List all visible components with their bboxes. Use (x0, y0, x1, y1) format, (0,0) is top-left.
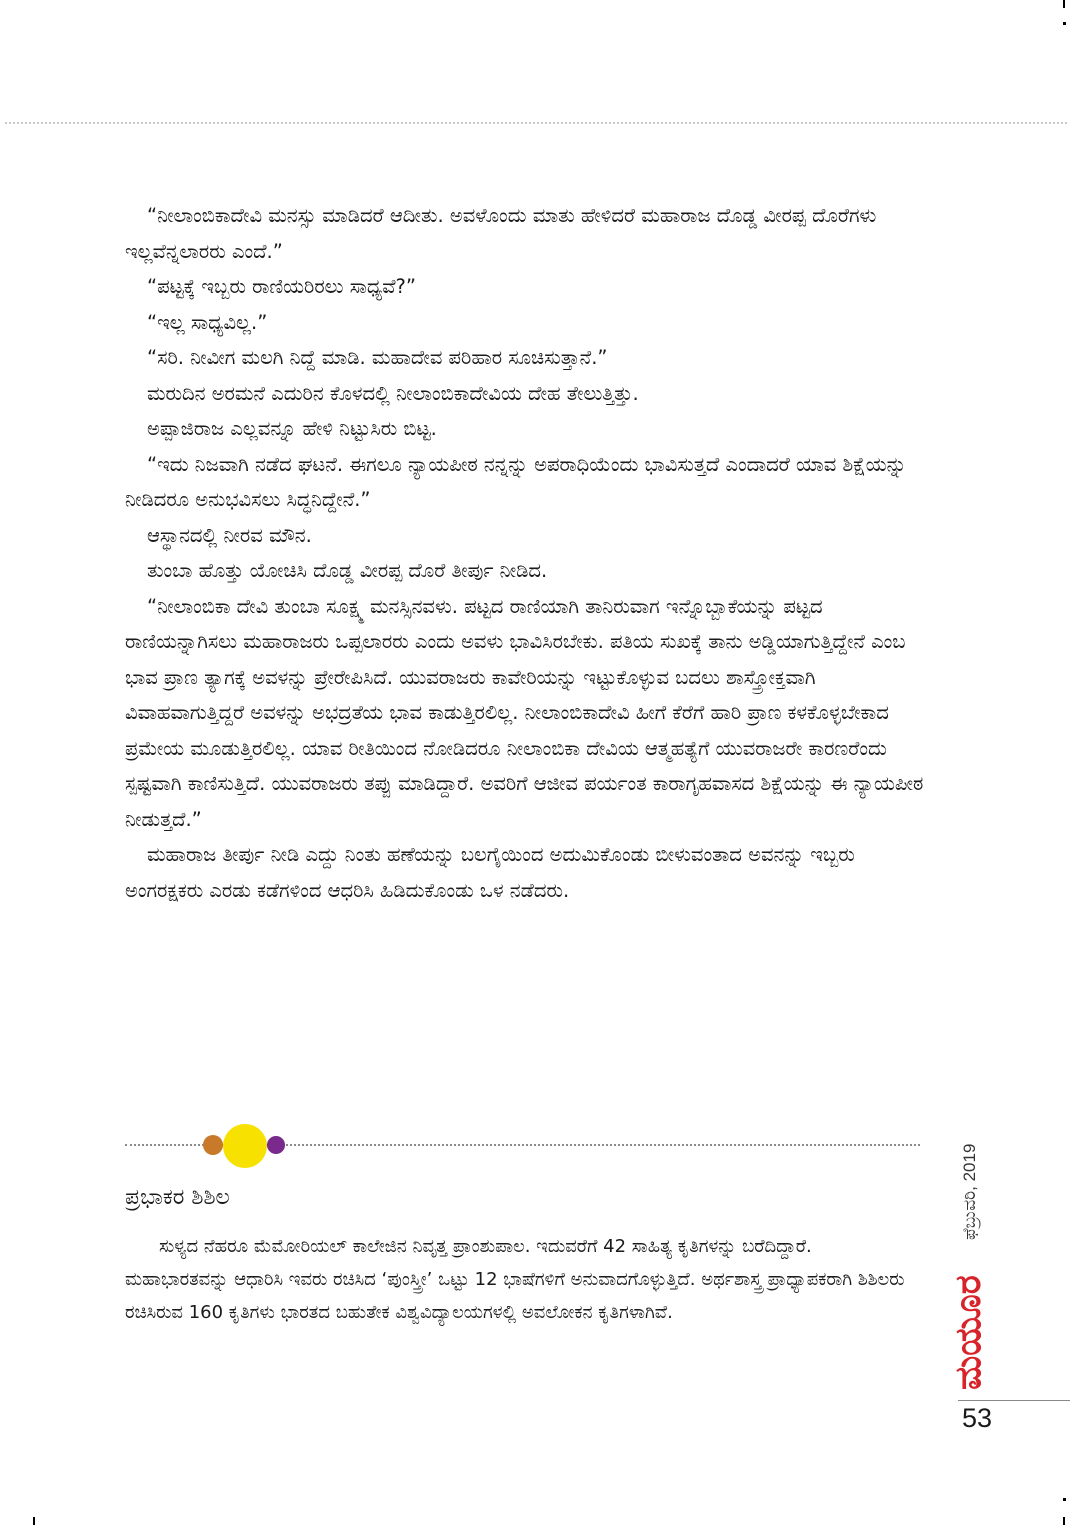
crop-mark (1063, 1517, 1065, 1525)
story-body (125, 198, 925, 908)
author-divider (125, 1128, 920, 1162)
purple-dot-icon (267, 1136, 285, 1154)
story-paragraph: ಮಹಾರಾಜ ತೀರ್ಪು ನೀಡಿ ಎದ್ದು ನಿಂತು ಹಣೆಯನ್ನು ಬಲಗೈಯಿಂದ ಅದುಮಿಕೊಂಡು ಬೀಳುವಂತಾದ ಅವನನ್ನು ಇಬ್ಬರು ಅಂಗರಕ್ಷಕರು ಎರಡು ಕಡೆಗಳಿಂದ ಆಧರಿಸಿ ಹಿಡಿದುಕೊಂಡು ಒಳ ನಡೆದರು. (125, 843, 855, 902)
story-paragraph: “ಇಲ್ಲ ಸಾಧ್ಯವಿಲ್ಲ.” (147, 310, 268, 334)
page-number: 53 (962, 1403, 993, 1433)
story-paragraph: ತುಂಬಾ ಹೊತ್ತು ಯೋಚಿಸಿ ದೊಡ್ಡ ವೀರಪ್ಪ ದೊರೆ ತೀರ್ಪು ನೀಡಿದ. (147, 559, 548, 582)
crop-mark (1063, 1498, 1066, 1501)
magazine-logo: ಮಯೂರ (948, 1275, 989, 1390)
story-paragraph: “ನೀಲಾಂಬಿಕಾ ದೇವಿ ತುಂಬಾ ಸೂಕ್ಷ್ಮ ಮನಸ್ಸಿನವಳು. ಪಟ್ಟದ ರಾಣಿಯಾಗಿ ತಾನಿರುವಾಗ ಇನ್ನೊಬ್ಬಾಕೆಯನ್ನು ಪಟ್ಟದ ರಾಣಿಯನ್ನಾಗಿಸಲು ಮಹಾರಾಜರು ಒಪ್ಪಲಾರರು ಎಂದು ಅವಳು ಭಾವಿಸಿರಬೇಕು. ಪತಿಯ ಸುಖಕ್ಕೆ ತಾನು ಅಡ್ಡಿಯಾಗುತ್ತಿದ್ದೇನೆ ಎಂಬ ಭಾವ ಪ್ರಾಣ ತ್ಯಾಗಕ್ಕೆ ಅವಳನ್ನು ಪ್ರೇರೇಪಿಸಿದೆ. ಯುವರಾಜರು ಕಾವೇರಿಯನ್ನು ಇಟ್ಟುಕೊಳ್ಳುವ ಬದಲು ಶಾಸ್ತ್ರೋಕ್ತವಾಗಿ ವಿವಾಹವಾಗುತ್ತಿದ್ದರೆ ಅವಳನ್ನು ಅಭದ್ರತೆಯ ಭಾವ ಕಾಡುತ್ತಿರಲಿಲ್ಲ. ನೀಲಾಂಬಿಕಾದೇವಿ ಹೀಗೆ ಕೆರೆಗೆ ಹಾರಿ ಪ್ರಾಣ ಕಳಕೊಳ್ಳಬೇಕಾದ ಪ್ರಮೇಯ ಮೂಡುತ್ತಿರಲಿಲ್ಲ. ಯಾವ ರೀತಿಯಿಂದ ನೋಡಿದರೂ ನೀಲಾಂಬಿಕಾ ದೇವಿಯ ಆತ್ಮಹತ್ಯೆಗೆ ಯುವರಾಜರೇ ಕಾರಣರೆಂದು ಸ್ಪಷ್ಟವಾಗಿ ಕಾಣಿಸುತ್ತಿದೆ. ಯುವರಾಜರು ತಪ್ಪು ಮಾಡಿದ್ದಾರೆ. ಅವರಿಗೆ ಆಜೀವ ಪರ್ಯಂತ ಕಾರಾಗೃಹವಾಸದ ಶಿಕ್ಷೆಯನ್ನು ಈ ನ್ಯಾಯಪೀಠ ನೀಡುತ್ತದೆ.” (125, 594, 924, 831)
story-paragraph: “ಸರಿ. ನೀವೀಗ ಮಲಗಿ ನಿದ್ದೆ ಮಾಡಿ. ಮಹಾದೇವ ಪರಿಹಾರ ಸೂಚಿಸುತ್ತಾನೆ.” (147, 346, 608, 369)
story-paragraph: “ನೀಲಾಂಬಿಕಾದೇವಿ ಮನಸ್ಸು ಮಾಡಿದರೆ ಆದೀತು. ಅವಳೊಂದು ಮಾತು ಹೇಳಿದರೆ ಮಹಾರಾಜ ದೊಡ್ಡ ವೀರಪ್ಪ ದೊರೆಗಳು ಇಲ್ಲವೆನ್ನಲಾರರು ಎಂದೆ.” (125, 204, 877, 263)
vertical-masthead (935, 1085, 1005, 1405)
crop-mark (33, 1517, 35, 1525)
author-bio-text: ಸುಳ್ಯದ ನೆಹರೂ ಮೆಮೋರಿಯಲ್ ಕಾಲೇಜಿನ ನಿವೃತ್ತ ಪ್ರಾಂಶುಪಾಲ. ಇದುವರೆಗೆ 42 ಸಾಹಿತ್ಯ ಕೃತಿಗಳನ್ನು ಬರೆದಿದ್ದಾರೆ. ಮಹಾಭಾರತವನ್ನು ಆಧಾರಿಸಿ ಇವರು ರಚಿಸಿದ ‘ಪುಂಸ್ತ್ರೀ’ ಒಟ್ಟು 12 ಭಾಷೆಗಳಿಗೆ ಅನುವಾದಗೊಳ್ಳುತ್ತಿದೆ. ಅರ್ಥಶಾಸ್ತ್ರ ಪ್ರಾಧ್ಯಾಪಕರಾಗಿ ಶಿಶಿಲರು ರಚಿಸಿರುವ 160 ಕೃತಿಗಳು ಭಾರತದ ಬಹುತೇಕ ವಿಶ್ವವಿದ್ಯಾಲಯಗಳಲ್ಲಿ ಅವಲೋಕನ ಕೃತಿಗಳಾಗಿವೆ. (125, 1236, 905, 1323)
crop-mark (1063, 22, 1066, 25)
story-paragraph: ಆಸ್ಥಾನದಲ್ಲಿ ನೀರವ ಮೌನ. (147, 523, 312, 547)
top-dotted-rule (5, 122, 1067, 124)
orange-dot-icon (203, 1135, 223, 1155)
author-bio (125, 1230, 920, 1329)
story-paragraph: ಮರುದಿನ ಅರಮನೆ ಎದುರಿನ ಕೊಳದಲ್ಲಿ ನೀಲಾಂಬಿಕಾದೇವಿಯ ದೇಹ ತೇಲುತ್ತಿತ್ತು. (147, 381, 639, 405)
yellow-dot-icon (223, 1124, 267, 1168)
author-name: ಪ್ರಭಾಕರ ಶಿಶಿಲ (125, 1185, 230, 1210)
story-paragraph: “ಪಟ್ಟಕ್ಕೆ ಇಬ್ಬರು ರಾಣಿಯರಿರಲು ಸಾಧ್ಯವೆ?” (147, 275, 416, 298)
issue-date: ಫೆಬ್ರುವರಿ, 2019 (960, 1143, 979, 1240)
crop-mark (1063, 0, 1065, 8)
story-paragraph: “ಇದು ನಿಜವಾಗಿ ನಡೆದ ಘಟನೆ. ಈಗಲೂ ನ್ಯಾಯಪೀಠ ನನ್ನನ್ನು ಅಪರಾಧಿಯೆಂದು ಭಾವಿಸುತ್ತದೆ ಎಂದಾದರೆ ಯಾವ ಶಿಕ್ಷೆಯನ್ನು ನೀಡಿದರೂ ಅನುಭವಿಸಲು ಸಿದ್ಧನಿದ್ದೇನೆ.” (125, 452, 907, 511)
page-number-rule (958, 1400, 1070, 1401)
story-paragraph: ಅಪ್ಪಾಜಿರಾಜ ಎಲ್ಲವನ್ನೂ ಹೇಳಿ ನಿಟ್ಟುಸಿರು ಬಿಟ್ಟ. (147, 417, 437, 440)
